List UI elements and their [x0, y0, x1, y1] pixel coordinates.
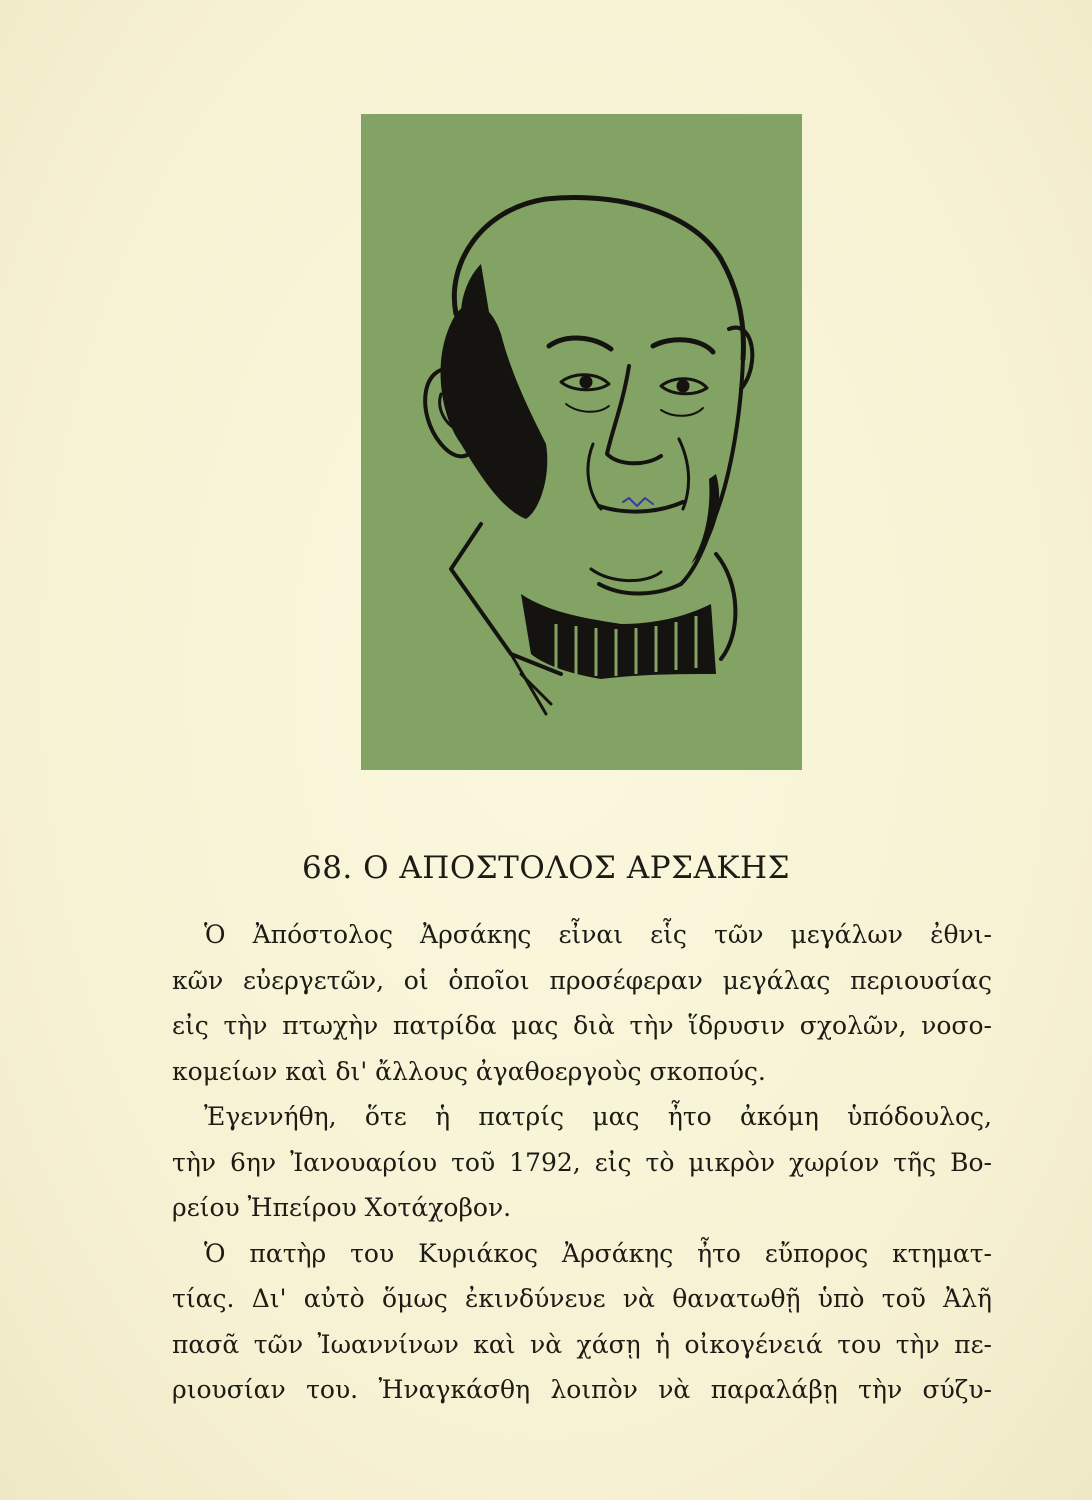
text-line: ριουσίαν του. Ἠναγκάσθη λοιπὸν νὰ παραλάβῃ τὴν σύζυ-: [172, 1375, 992, 1404]
portrait-plate: [361, 114, 802, 770]
text-line: Ἐγεννήθη, ὅτε ἡ πατρίς μας ἦτο ἀκόμη ὑπόδουλος,: [204, 1102, 992, 1131]
text-line: πασᾶ τῶν Ἰωαννίνων καὶ νὰ χάσῃ ἡ οἰκογένειά του τὴν πε-: [172, 1329, 992, 1359]
chapter-title: 68. Ο ΑΠΟΣΤΟΛΟΣ ΑΡΣΑΚΗΣ: [301, 850, 790, 886]
body-text: [172, 912, 992, 1413]
text-line: τίας. Δι' αὐτὸ ὅμως ἐκινδύνευε νὰ θανατωθῇ ὑπὸ τοῦ Ἀλῆ: [172, 1284, 992, 1313]
text-line: κομείων καὶ δι' ἄλλους ἀγαθοεργοὺς σκοπούς.: [172, 1056, 766, 1086]
text-line: Ὁ Ἀπόστολος Ἀρσάκης εἶναι εἷς τῶν μεγάλων ἐθνι-: [204, 920, 992, 949]
portrait-illustration: [361, 114, 802, 770]
text-line: κῶν εὐεργετῶν, οἱ ὁποῖοι προσέφεραν μεγάλας περιουσίας: [172, 965, 992, 995]
text-line: ρείου Ἠπείρου Χοτάχοβον.: [172, 1193, 512, 1222]
text-line: εἰς τὴν πτωχὴν πατρίδα μας διὰ τὴν ἵδρυσιν σχολῶν, νοσο-: [172, 1011, 992, 1040]
text-line: Ὁ πατὴρ του Κυριάκος Ἀρσάκης ἦτο εὔπορος κτηματ-: [204, 1238, 992, 1268]
text-line: τὴν 6ην Ἰανουαρίου τοῦ 1792, εἰς τὸ μικρὸν χωρίον τῆς Βο-: [172, 1147, 992, 1177]
